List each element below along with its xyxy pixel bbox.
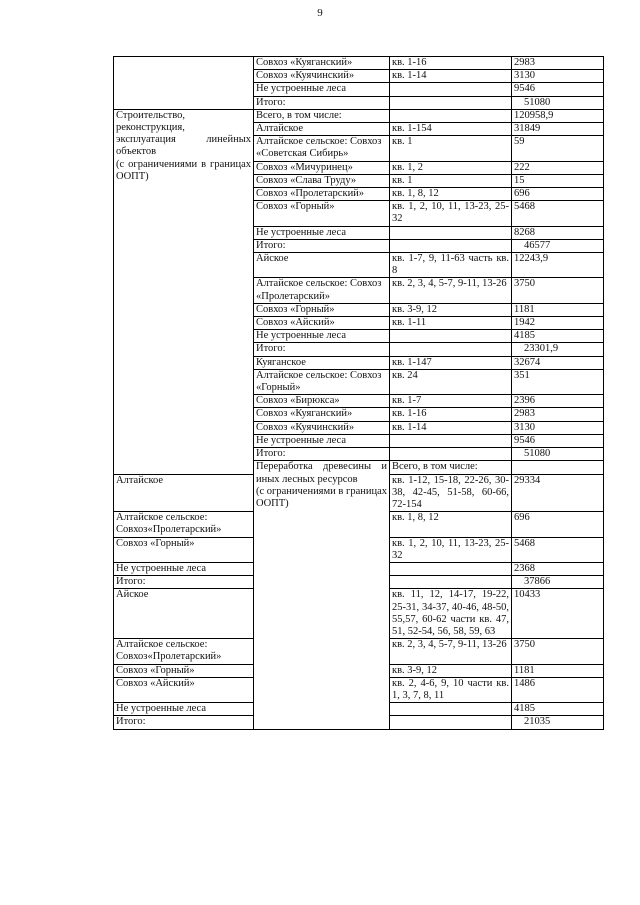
quarters-cell — [390, 226, 512, 239]
area-cell: 46577 — [512, 239, 604, 252]
forestry-cell: Совхоз «Горный» — [114, 664, 254, 677]
forestry-cell: Совхоз «Горный» — [114, 537, 254, 562]
area-cell: 222 — [512, 161, 604, 174]
area-cell: 2983 — [512, 57, 604, 70]
quarters-cell — [390, 703, 512, 716]
area-cell: 23301,9 — [512, 343, 604, 356]
activity-text: Строительство, — [116, 109, 185, 121]
quarters-cell — [390, 96, 512, 109]
quarters-cell — [390, 448, 512, 461]
activity-text: Переработка древесины и иных лесных ресурсов — [256, 461, 387, 485]
quarters-cell: кв. 1-7, 9, 11-63 часть кв. 8 — [390, 253, 512, 278]
forestry-cell: Не устроенные леса — [254, 434, 390, 447]
forestry-cell: Алтайское сельское: Совхоз «Советская Сибирь» — [254, 136, 390, 161]
forestry-cell: Алтайское сельское: Совхоз «Горный» — [254, 369, 390, 394]
area-cell: 3750 — [512, 278, 604, 303]
quarters-cell: кв. 1, 8, 12 — [390, 512, 512, 537]
quarters-cell: кв. 2, 4-6, 9, 10 части кв. 1, 3, 7, 8, 11 — [390, 677, 512, 702]
forestry-cell: Итого: — [114, 576, 254, 589]
forestry-cell: Совхоз «Куячинский» — [254, 70, 390, 83]
quarters-cell — [390, 239, 512, 252]
area-cell: 9546 — [512, 434, 604, 447]
quarters-cell: кв. 24 — [390, 369, 512, 394]
quarters-cell: кв. 1-14 — [390, 70, 512, 83]
quarters-cell: кв. 11, 12, 14-17, 19-22, 25-31, 34-37, 40-46, 48-50, 55,57, 60-62 части кв. 47, 51, 52-54, 56, 58, 59, 63 — [390, 589, 512, 639]
area-cell: 1486 — [512, 677, 604, 702]
quarters-cell: кв. 1-147 — [390, 356, 512, 369]
activity-cell — [254, 461, 390, 729]
forestry-cell: Алтайское — [254, 123, 390, 136]
quarters-cell — [390, 83, 512, 96]
table-row — [114, 57, 604, 70]
forestry-cell: Алтайское — [114, 474, 254, 512]
area-cell: 5468 — [512, 201, 604, 226]
page-number: 9 — [317, 7, 323, 19]
area-cell: 21035 — [512, 716, 604, 729]
quarters-cell: кв. 1, 2, 10, 11, 13-23, 25-32 — [390, 201, 512, 226]
forestry-cell: Итого: — [114, 716, 254, 729]
forestry-cell: Итого: — [254, 343, 390, 356]
area-cell: 51080 — [512, 96, 604, 109]
forestry-cell: Итого: — [254, 448, 390, 461]
area-cell: 4185 — [512, 703, 604, 716]
area-cell: 2396 — [512, 395, 604, 408]
forestry-cell: Итого: — [254, 239, 390, 252]
forestry-cell: Айское — [254, 253, 390, 278]
forest-area-table — [113, 56, 604, 730]
area-cell: 29334 — [512, 474, 604, 512]
area-cell: 3130 — [512, 70, 604, 83]
forestry-cell: Всего, в том числе: — [390, 461, 512, 474]
area-cell: 32674 — [512, 356, 604, 369]
forestry-cell: Совхоз «Мичуринец» — [254, 161, 390, 174]
quarters-cell: кв. 1-16 — [390, 57, 512, 70]
forestry-cell: Совхоз «Бирюкса» — [254, 395, 390, 408]
forestry-cell: Алтайское сельское: Совхоз «Пролетарский» — [254, 278, 390, 303]
area-cell: 4185 — [512, 330, 604, 343]
activity-cell — [114, 57, 254, 110]
area-cell: 696 — [512, 188, 604, 201]
quarters-cell: кв. 1-11 — [390, 317, 512, 330]
forestry-cell: Не устроенные леса — [114, 703, 254, 716]
area-cell: 120958,9 — [512, 109, 604, 122]
quarters-cell — [390, 109, 512, 122]
area-cell: 51080 — [512, 448, 604, 461]
forestry-cell: Итого: — [254, 96, 390, 109]
quarters-cell — [390, 576, 512, 589]
forestry-cell: Совхоз «Горный» — [254, 201, 390, 226]
quarters-cell — [390, 716, 512, 729]
forestry-cell: Не устроенные леса — [254, 330, 390, 343]
forestry-cell: Совхоз «Айский» — [114, 677, 254, 702]
area-cell: 12243,9 — [512, 253, 604, 278]
area-cell: 2368 — [512, 562, 604, 575]
area-cell: 8268 — [512, 226, 604, 239]
forestry-cell: Совхоз «Куяганский» — [254, 57, 390, 70]
quarters-cell: кв. 1-14 — [390, 421, 512, 434]
activity-text: реконструкция, — [116, 122, 185, 134]
forestry-cell: Всего, в том числе: — [254, 109, 390, 122]
table-row — [114, 109, 604, 122]
quarters-cell — [390, 562, 512, 575]
area-cell: 5468 — [512, 537, 604, 562]
area-cell: 3130 — [512, 421, 604, 434]
quarters-cell: кв. 1-16 — [390, 408, 512, 421]
quarters-cell: кв. 1, 2 — [390, 161, 512, 174]
forestry-cell: Совхоз «Слава Труду» — [254, 174, 390, 187]
forestry-cell: Совхоз «Горный» — [254, 303, 390, 316]
forestry-cell: Не устроенные леса — [114, 562, 254, 575]
forestry-cell: Алтайское сельское: Совхоз«Пролетарский» — [114, 639, 254, 664]
quarters-cell: кв. 3-9, 12 — [390, 303, 512, 316]
area-cell: 1942 — [512, 317, 604, 330]
area-cell: 37866 — [512, 576, 604, 589]
activity-text: эксплуатация линейных объектов — [116, 134, 251, 158]
activity-text: (с ограничениями в границах ООПТ) — [256, 485, 387, 509]
area-cell: 351 — [512, 369, 604, 394]
quarters-cell: кв. 1-7 — [390, 395, 512, 408]
area-cell: 31849 — [512, 123, 604, 136]
quarters-cell — [512, 461, 604, 474]
activity-cell — [114, 109, 254, 474]
forestry-cell: Совхоз «Айский» — [254, 317, 390, 330]
area-cell: 10433 — [512, 589, 604, 639]
quarters-cell: кв. 1, 2, 10, 11, 13-23, 25-32 — [390, 537, 512, 562]
forestry-cell: Совхоз «Пролетарский» — [254, 188, 390, 201]
quarters-cell: кв. 1-154 — [390, 123, 512, 136]
forestry-cell: Совхоз «Куяганский» — [254, 408, 390, 421]
area-cell: 696 — [512, 512, 604, 537]
area-cell: 3750 — [512, 639, 604, 664]
area-cell: 9546 — [512, 83, 604, 96]
area-cell: 2983 — [512, 408, 604, 421]
quarters-cell: кв. 1, 8, 12 — [390, 188, 512, 201]
forestry-cell: Куяганское — [254, 356, 390, 369]
quarters-cell: кв. 2, 3, 4, 5-7, 9-11, 13-26 — [390, 278, 512, 303]
forestry-cell: Не устроенные леса — [254, 226, 390, 239]
quarters-cell: кв. 2, 3, 4, 5-7, 9-11, 13-26 — [390, 639, 512, 664]
forestry-cell: Совхоз «Куячинский» — [254, 421, 390, 434]
activity-text: (с ограничениями в границах ООПТ) — [116, 158, 251, 182]
area-cell: 1181 — [512, 303, 604, 316]
forestry-cell: Айское — [114, 589, 254, 639]
quarters-cell: кв. 1 — [390, 136, 512, 161]
quarters-cell: кв. 1 — [390, 174, 512, 187]
forestry-cell: Алтайское сельское: Совхоз«Пролетарский» — [114, 512, 254, 537]
area-cell: 15 — [512, 174, 604, 187]
quarters-cell — [390, 343, 512, 356]
quarters-cell — [390, 330, 512, 343]
quarters-cell — [390, 434, 512, 447]
area-cell: 1181 — [512, 664, 604, 677]
area-cell: 59 — [512, 136, 604, 161]
quarters-cell: кв. 1-12, 15-18, 22-26, 30-38, 42-45, 51-58, 60-66, 72-154 — [390, 474, 512, 512]
quarters-cell: кв. 3-9, 12 — [390, 664, 512, 677]
forestry-cell: Не устроенные леса — [254, 83, 390, 96]
